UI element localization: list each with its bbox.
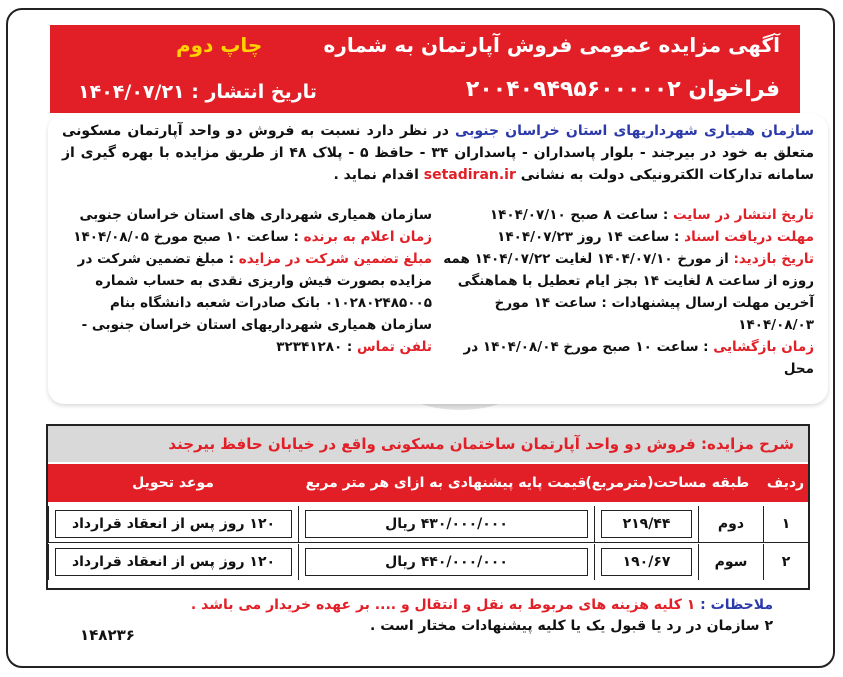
- contact-column: [60, 204, 432, 358]
- call-number: فراخوان ۲۰۰۴۰۹۴۹۵۶۰۰۰۰۰۲: [465, 77, 780, 102]
- floor: سوم: [698, 544, 763, 580]
- print-label: چاپ دوم: [176, 33, 263, 57]
- header-area: مساحت(مترمربع): [585, 475, 707, 491]
- docs-deadline-value: : ساعت ۱۴ روز ۱۴۰۴/۰۷/۲۳: [497, 229, 680, 245]
- note-1: ۱ کلیه هزینه های مربوط به نقل و انتقال و .... بر عهده خریدار می باشد .: [190, 597, 696, 613]
- header-base-price: قیمت پایه پیشنهادی به ازای هر متر مربع: [305, 475, 587, 491]
- base-price: ۴۳۰/۰۰۰/۰۰۰ ریال: [298, 506, 594, 542]
- site-publish-value: : ساعت ۸ صبح ۱۴۰۴/۰۷/۱۰: [489, 207, 669, 223]
- auction-table: [46, 424, 810, 590]
- phone-label: تلفن تماس: [357, 339, 432, 355]
- delivery: ۱۲۰ روز پس از انعقاد قرارداد: [48, 544, 298, 580]
- notes-label: ملاحظات :: [700, 597, 773, 613]
- offer-deadline: آخرین مهلت ارسال پیشنهادات : ساعت ۱۴ مورخ ۱۴۰۴/۰۸/۰۳: [494, 295, 814, 333]
- visit-value: از مورخ ۱۴۰۴/۰۷/۱۰ لغایت ۱۴۰۴/۰۷/۲۲ همه روزه از ساعت ۸ لغایت ۱۴ بجز ایام تعطیل با هماهنگی: [443, 251, 814, 289]
- guarantee-label: مبلغ تضمین شرکت در مزایده: [238, 251, 432, 267]
- row-number: ۱: [763, 506, 808, 542]
- org-line: سازمان همیاری شهرداری های استان خراسان جنوبی: [79, 207, 432, 223]
- publish-date: تاریخ انتشار : ۱۴۰۴/۰۷/۲۱: [78, 81, 317, 103]
- intro-paragraph: [62, 120, 814, 186]
- ad-header: [50, 25, 800, 113]
- header-delivery: موعد تحویل: [132, 475, 214, 491]
- table-title: شرح مزایده: فروش دو واحد آپارتمان ساختمان مسکونی واقع در خیابان حافظ بیرجند: [48, 426, 808, 462]
- header-row-number: ردیف: [766, 475, 805, 491]
- floor: دوم: [698, 506, 763, 542]
- table-row: [48, 506, 808, 543]
- guarantee-value: : مبلغ تضمین شرکت در مزایده بصورت فیش واریزی نقدی به حساب شماره ۰۱۰۲۸۰۲۴۸۵۰۰۵ بانک صادرات شعبه دانشگاه بنام سازمان همیاری شهرداریهای استان خراسان جنوبی -: [77, 251, 432, 333]
- details-card: [48, 114, 828, 404]
- table-row: [48, 544, 808, 580]
- header-floor: طبقه: [711, 475, 750, 491]
- opening-value: : ساعت ۱۰ صبح مورخ ۱۴۰۴/۰۸/۰۴ در محل: [463, 339, 814, 377]
- delivery: ۱۲۰ روز پس از انعقاد قرارداد: [48, 506, 298, 542]
- row-number: ۲: [763, 544, 808, 580]
- site-publish-label: تاریخ انتشار در سایت: [673, 207, 814, 223]
- note-2: ۲ سازمان در رد یا قبول یک یا کلیه پیشنهادات مختار است .: [370, 618, 773, 634]
- opening-label: زمان بازگشایی: [713, 339, 814, 355]
- area: ۱۹۰/۶۷: [594, 544, 698, 580]
- schedule-column: [434, 204, 814, 380]
- visit-label: تاریخ بازدید:: [733, 251, 814, 267]
- website-link[interactable]: setadiran.ir: [423, 167, 516, 183]
- intro-text: در نظر دارد نسبت به فروش دو واحد آپارتمان مسکونی متعلق به خود در بیرجند - بلوار پاسداران - پاسداران ۳۴ - حافظ ۵ - پلاک ۴۸ از طریق مزایده با بهره گیری از سامانه تدارکات الکترونیکی دولت به نشانی: [62, 123, 815, 183]
- ad-code: ۱۴۸۲۳۶: [80, 626, 135, 644]
- notes-section: [73, 595, 773, 637]
- intro-text-end: اقدام نماید .: [333, 167, 419, 183]
- winner-label: زمان اعلام به برنده: [303, 229, 432, 245]
- docs-deadline-label: مهلت دریافت اسناد: [684, 229, 814, 245]
- base-price: ۴۴۰/۰۰۰/۰۰۰ ریال: [298, 544, 594, 580]
- table-header: [48, 464, 808, 502]
- org-name: سازمان همیاری شهرداریهای استان خراسان جنوبی: [455, 123, 814, 139]
- winner-value: : ساعت ۱۰ صبح مورخ ۱۴۰۴/۰۸/۰۵: [73, 229, 299, 245]
- phone-value: : ۳۲۳۴۱۲۸۰: [276, 339, 353, 355]
- area: ۲۱۹/۴۴: [594, 506, 698, 542]
- ad-title: آگهی مزایده عمومی فروش آپارتمان به شماره: [323, 33, 780, 57]
